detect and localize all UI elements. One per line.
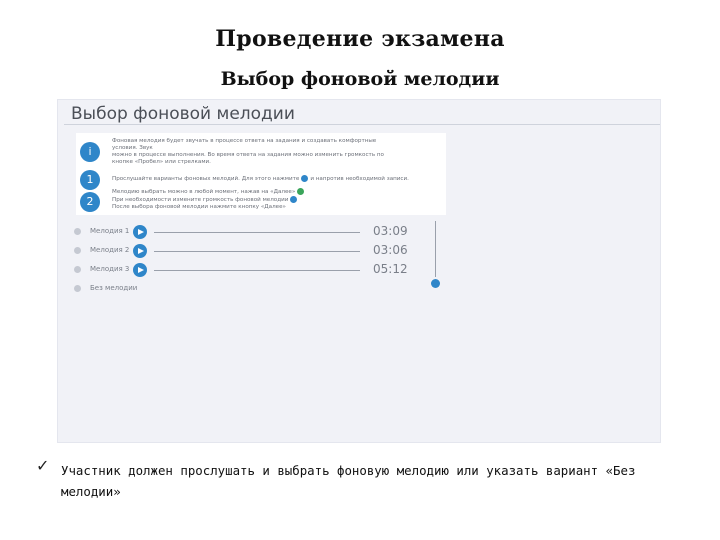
app-screenshot <box>57 99 661 443</box>
step-2-line <box>112 196 299 204</box>
melody-label: Мелодия 2 <box>90 246 130 254</box>
melody-label: Мелодия 3 <box>90 265 130 273</box>
melody-radio[interactable] <box>74 247 81 254</box>
melody-duration: 03:06 <box>373 243 408 257</box>
progress-track[interactable] <box>154 270 360 271</box>
play-button[interactable] <box>133 263 147 277</box>
step-1-text: Прослушайте варианты фоновых мелодий. Для этого нажмите <box>112 176 300 182</box>
info-line: Фоновая мелодия будет звучать в процессе ответа на задания и создавать комфортные <box>112 138 377 144</box>
melody-duration: 05:12 <box>373 262 408 276</box>
info-icon: i <box>80 142 100 162</box>
progress-track[interactable] <box>154 232 360 233</box>
step-1-line <box>112 175 409 183</box>
info-line: можно в процессе выполнения. Во время ответа на задания можно изменить громкость по <box>112 152 384 158</box>
slide-subtitle: Выбор фоновой мелодии <box>220 68 500 90</box>
step-2-line: После выбора фоновой мелодии нажмите кнопку «Далее» <box>112 204 286 210</box>
info-line: условия. Звук <box>112 145 153 151</box>
checkmark-icon: ✓ <box>36 456 50 475</box>
step-2-text: При необходимости измените громкость фоновой мелодии <box>112 197 289 203</box>
step-2-text: Мелодию выбрать можно в любой момент, нажав на «Далее» <box>112 189 296 195</box>
heading-divider <box>64 124 660 125</box>
instructions-panel <box>76 133 446 215</box>
step-2-badge: 2 <box>80 192 100 212</box>
volume-slider-handle[interactable] <box>431 279 440 288</box>
play-button[interactable] <box>133 244 147 258</box>
melody-duration: 03:09 <box>373 224 408 238</box>
step-1-badge: 1 <box>80 170 100 190</box>
info-line: кнопке «Пробел» или стрелками. <box>112 159 211 165</box>
progress-track[interactable] <box>154 251 360 252</box>
step-2-line <box>112 188 306 196</box>
slide-title: Проведение экзамена <box>215 26 505 52</box>
page-heading: Выбор фоновой мелодии <box>71 104 295 124</box>
music-note-icon <box>290 196 297 203</box>
melody-radio[interactable] <box>74 228 81 235</box>
step-1-text-end: и напротив необходимой записи. <box>310 176 409 182</box>
caption-text: Участник должен прослушать и выбрать фоновую мелодию или указать вариант «Без мелодии» <box>61 463 636 499</box>
play-icon <box>301 175 308 182</box>
play-button[interactable] <box>133 225 147 239</box>
no-melody-radio[interactable] <box>74 285 81 292</box>
check-icon <box>297 188 304 195</box>
melody-radio[interactable] <box>74 266 81 273</box>
melody-label: Мелодия 1 <box>90 227 130 235</box>
no-melody-label: Без мелодии <box>90 284 138 292</box>
volume-slider-track[interactable] <box>435 221 436 277</box>
